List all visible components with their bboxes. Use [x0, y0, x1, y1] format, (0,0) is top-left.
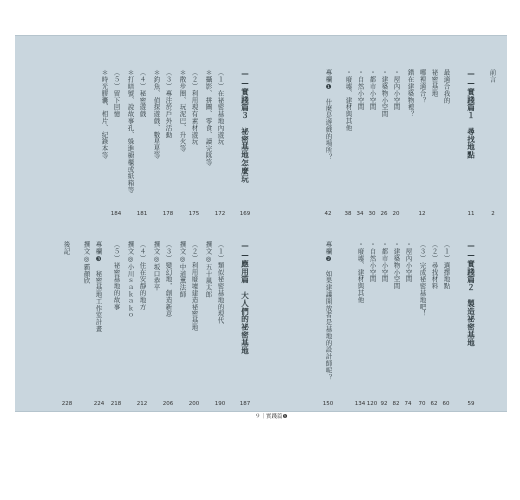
part2-item-6-page: 92 — [380, 401, 388, 407]
column3-page: 224 — [93, 401, 105, 407]
column2-page: 150 — [322, 401, 334, 407]
toc-spread — [15, 35, 507, 412]
column3-author: 撰文◎霸顏欣 — [82, 241, 91, 284]
part4-item-2: 撰文◎五十嵐太郎 — [204, 241, 213, 298]
intro-label: 前言 — [488, 69, 497, 83]
part3-item-6: ＊釣魚、偵探遊戲、數星星等 — [152, 69, 161, 159]
part3-item-5: （３）專注於戶外活動 — [164, 69, 173, 138]
part3-heading: ——實踐篇３ 祕密基地怎麼玩 — [240, 69, 250, 183]
part3-page: 169 — [239, 211, 251, 217]
part3-item-3: （２）利用現有素材遊玩 — [190, 69, 199, 145]
part3-item-1-page: 172 — [214, 211, 226, 217]
part4-item-9-page: 218 — [110, 401, 122, 407]
part1-item-5: ・屋內小空間 — [392, 69, 401, 111]
part2-item-7: ・自然小空間 — [368, 241, 377, 283]
part2-item-7-page: 120 — [366, 401, 378, 407]
part2-heading: ——實踐篇２ 製造祕密基地 — [466, 241, 476, 347]
part3-item-2: ＊攝影、拼圖、零食、讀完隊等 — [204, 69, 213, 166]
part1-item-8-page: 34 — [356, 211, 364, 217]
part4-item-1-page: 190 — [214, 401, 226, 407]
part4-item-4: 撰文◎中道薰法師 — [178, 241, 187, 298]
part2-item-2: （２）尋找材料 — [430, 241, 439, 290]
part2-item-2-page: 62 — [430, 401, 438, 407]
part3-item-9-page: 184 — [110, 211, 122, 217]
part4-item-3-page: 200 — [188, 401, 200, 407]
part4-item-3: （２）利用廢墟建造祕密基地 — [190, 241, 199, 331]
part1-item-7-page: 30 — [368, 211, 376, 217]
afterword-page: 228 — [61, 401, 73, 407]
column1-page: 42 — [324, 211, 332, 217]
column3-label: 專欄❸ 秘密基地工作室計畫 — [94, 241, 103, 333]
part2-item-6: ・都市小空間 — [380, 241, 389, 283]
part2-item-3-page: 70 — [418, 401, 426, 407]
intro-page: 2 — [491, 211, 495, 217]
part2-item-8: ・廢墟、建材與其他 — [356, 241, 365, 304]
part2-item-1: （１）選擇地點 — [442, 241, 451, 290]
part3-item-7-page: 181 — [136, 211, 148, 217]
part1-item-5-page: 20 — [392, 211, 400, 217]
part3-item-4: ＊散步圈、玩泥巴、升火等 — [178, 69, 187, 152]
part3-item-10: ＊時光膠囊、相片、紀錄本等 — [100, 69, 109, 159]
part2-item-1-page: 60 — [442, 401, 450, 407]
part4-item-6: 撰文◎坂口恭平 — [152, 241, 161, 291]
part4-item-7: （４）住在安靜的地方 — [138, 241, 147, 310]
part4-item-9: （５）祕密基地的故事 — [112, 241, 121, 310]
part1-item-1: 最適合我的 — [442, 69, 451, 104]
part4-heading: ——應用篇 大人們的祕密基地 — [240, 241, 250, 355]
part1-item-3: 哪裡適合？ — [418, 69, 427, 104]
part3-item-7: （４）秘密遊戲 — [138, 69, 147, 118]
column2-label: 專欄❷ 如果建議開放者是基地的設計師呢？ — [324, 241, 333, 381]
part1-page: 11 — [467, 211, 475, 217]
part2-page: 59 — [467, 401, 475, 407]
part1-item-9-page: 38 — [344, 211, 352, 217]
part3-item-3-page: 175 — [188, 211, 200, 217]
part1-item-3-page: 12 — [418, 211, 426, 217]
part1-item-4: 錯在建築物裡？ — [406, 69, 415, 118]
part3-item-8: ＊打暗號、說故事孔、躲進櫥櫃或紙箱等 — [126, 69, 135, 194]
part4-item-8: 撰文◎小川ｓａｋａｋｏ — [126, 241, 135, 319]
part3-item-1: （１）在祕密基地內遊玩 — [216, 69, 225, 145]
part4-item-5-page: 206 — [162, 401, 174, 407]
part4-item-1: （１）類似祕密基地的現代 — [216, 241, 225, 324]
part4-item-7-page: 212 — [136, 401, 148, 407]
column1-label: 專欄❶ 什麼是遊戲的場所？ — [324, 69, 333, 161]
part3-item-9: （５）留下回憶 — [112, 69, 121, 118]
part1-item-2: 祕密基地 — [430, 69, 439, 97]
part2-item-3: （３）完成祕密基地吧！ — [418, 241, 427, 317]
part1-item-8: ・自然小空間 — [356, 69, 365, 111]
part3-item-5-page: 178 — [162, 211, 174, 217]
part2-item-4-page: 74 — [404, 401, 412, 407]
part2-item-8-page: 134 — [354, 401, 366, 407]
part2-item-4: ・屋內小空間 — [404, 241, 413, 283]
part2-item-5: ・建築物小空間 — [392, 241, 401, 290]
part4-item-5: （３）變幻地，創造新意 — [164, 241, 173, 317]
page-footer: ９｜實踐篇❶ — [255, 414, 288, 420]
part1-item-6: ・建築物小空間 — [380, 69, 389, 118]
afterword-label: 後記 — [62, 241, 71, 255]
part2-item-5-page: 82 — [392, 401, 400, 407]
part1-item-6-page: 26 — [380, 211, 388, 217]
part1-item-7: ・都市小空間 — [368, 69, 377, 111]
part1-item-9: ・廢墟、建材與其他 — [344, 69, 353, 132]
part4-page: 187 — [239, 401, 251, 407]
part1-heading: ——實踐篇１ 尋找地點 — [466, 69, 476, 159]
